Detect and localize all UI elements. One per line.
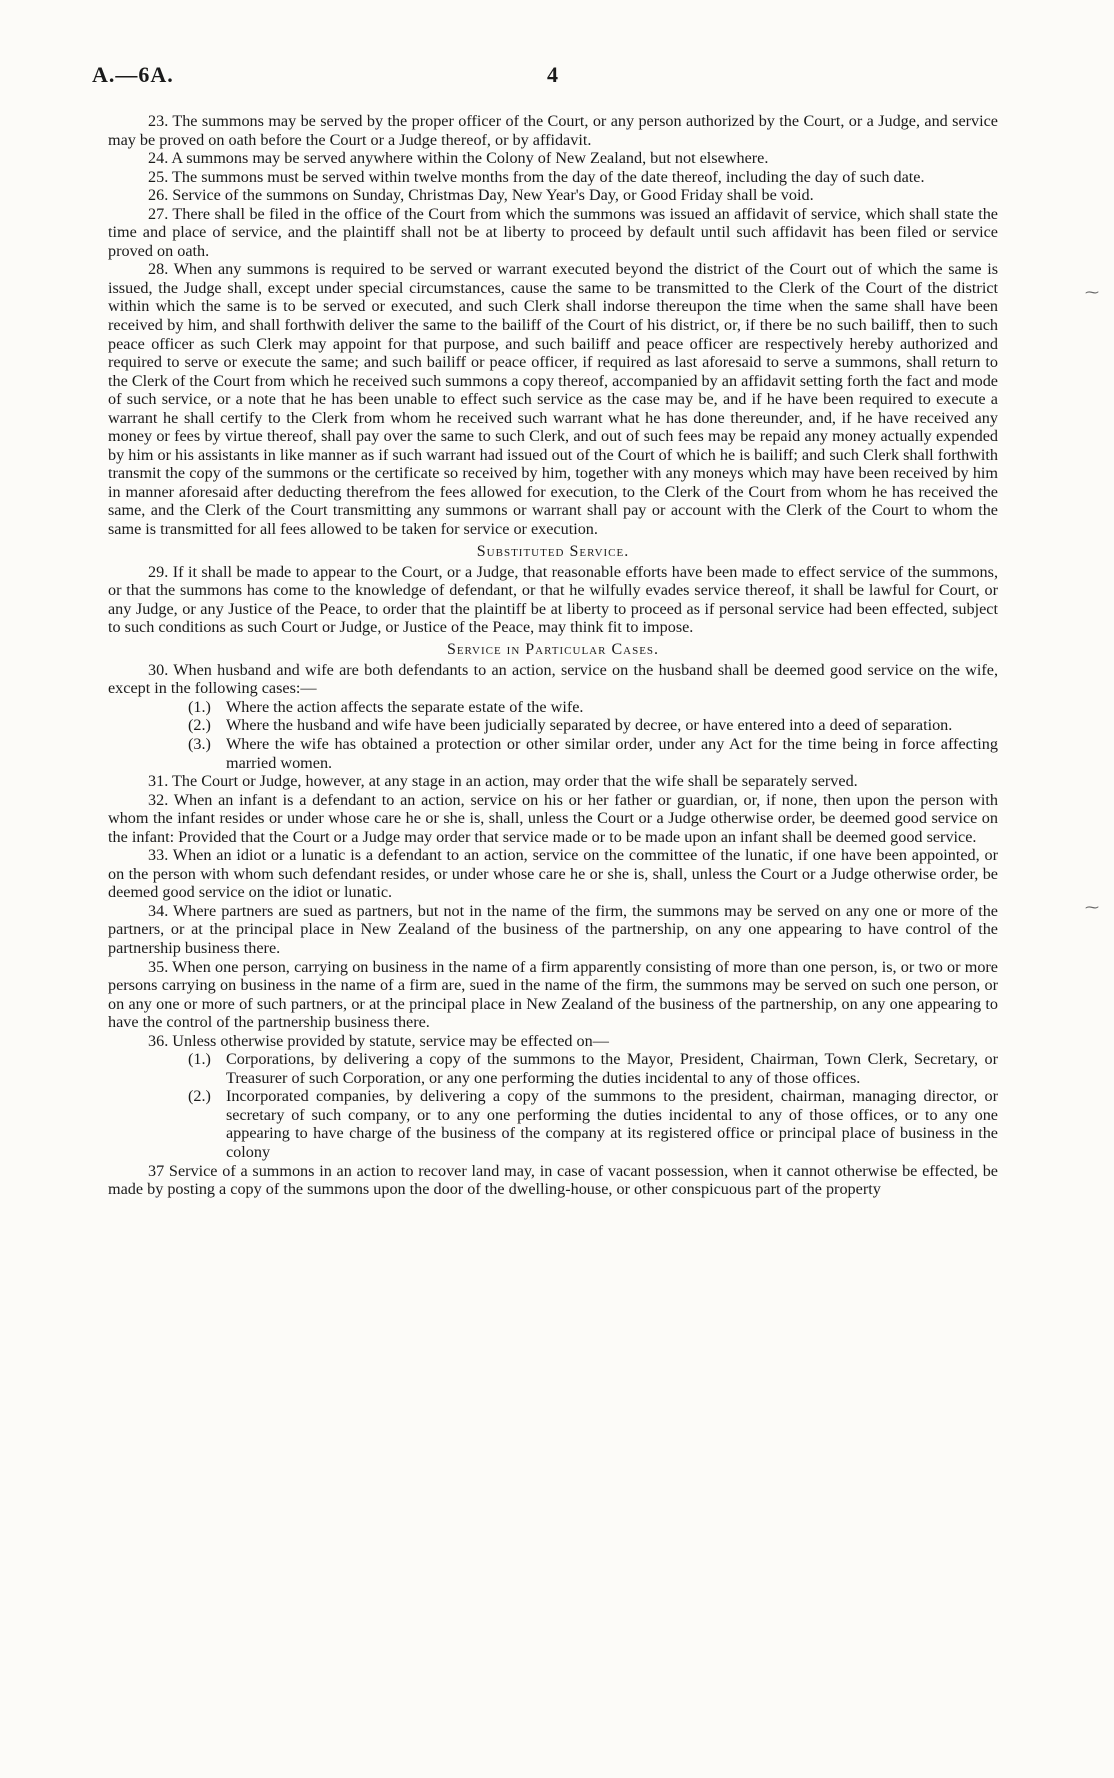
- sub-clause: [188, 1087, 998, 1161]
- clause-paragraph: 29. If it shall be made to appear to the Court, or a Judge, that reasonable efforts have been made to effect service of the summons, or that the summons has come to the knowledge of defendant, or that he wilfully evades service thereof, it shall be lawful for Court, or any Judge, or any Justice of the Peace, to order that the plaintiff be at liberty to proceed as if personal service had been effected, subject to such conditions as such Court or Judge, or Justice of the Peace, may think fit to impose.: [108, 562, 998, 637]
- sub-clause-number: (2.): [188, 716, 211, 735]
- sub-clause: [188, 716, 998, 735]
- sub-clause: [188, 735, 998, 772]
- clause-paragraph: 24. A summons may be served anywhere within the Colony of New Zealand, but not elsewhere.: [148, 149, 769, 168]
- document-reference: A.—6A.: [92, 62, 174, 87]
- section-heading: Substituted Service.: [476, 542, 630, 560]
- clause-paragraph: 27. There shall be filed in the office of the Court from which the summons was issued an affidavit of service, which shall state the time and place of service, and the plaintiff shall not be at liberty to proceed by default until such affidavit has been filed or service proved on oath.: [108, 204, 998, 260]
- clause-paragraph: 35. When one person, carrying on business in the name of a firm apparently consisting of more than one person, is, or two or more persons carrying on business in the name of a firm are, sued in the name of the firm, the summons may be served on such one person, or on any one or more of such partners, or at the principal place in New Zealand of the business of the partnership, on any one appearing to have the control of the partnership business there.: [108, 957, 998, 1032]
- clause-paragraph: 36. Unless otherwise provided by statute, service may be effected on—: [148, 1031, 609, 1050]
- clause-paragraph: 28. When any summons is required to be served or warrant executed beyond the district of the Court out of which the same is issued, the Judge shall, except under special circumstances, cause the same to be transmitted to the Clerk of the Court of the district within which the same is to be served or executed, and such Clerk shall indorse thereupon the time when the same shall have been received by him, and shall forthwith deliver the same to the bailiff of the Court of his district, or, if there be no such bailiff, then to such peace officer as such Clerk may appoint for that purpose, and such bailiff and peace officer are respectively hereby authorized and required to serve or execute the same; and such bailiff or peace officer, if required as last aforesaid to serve a summons, shall return to the Clerk of the Court from which he received such summons a copy thereof, accompanied by an affidavit setting forth the fact and mode of such service, or a note that he has been unable to effect such service as the case may be, and if he have been required to execute a warrant he shall certify to the Clerk from whom he received such warrant what he has done thereunder, and, if he have received any money or fees by virtue thereof, shall pay over the same to such Clerk, and out of such fees may be repaid any money actually expended by him or his assistants in like manner as if such warrant had issued out of the Court of which he is bailiff; and such Clerk shall forthwith transmit the copy of the summons or the certificate so received by him, together with any moneys which may have been received by him in manner aforesaid after deducting therefrom the fees allowed for execution, to the Clerk of the Court from whom he has received the same, and the Clerk of the Court transmitting any summons or warrant shall pay or account with the Clerk of the Court to whom the same is transmitted for all fees allowed to be taken for service or execution.: [108, 260, 998, 539]
- sub-clause-text: Where the wife has obtained a protection or other similar order, under any Act for the time being in force affecting married women.: [226, 734, 998, 772]
- clause-paragraph: 30. When husband and wife are both defendants to an action, service on the husband shall be deemed good service on the wife, except in the following cases:—: [108, 660, 998, 698]
- clause-paragraph: 26. Service of the summons on Sunday, Christmas Day, New Year's Day, or Good Friday shall be void.: [148, 186, 814, 205]
- page-number: 4: [547, 62, 558, 87]
- clause-paragraph: 32. When an infant is a defendant to an action, service on his or her father or guardian, or, if none, then upon the person with whom the infant resides or under whose care he or she is, shall, unless the Court or a Judge otherwise order, be deemed good service on the infant: Provided that the Court or a Judge may order that service made or to be made upon an infant shall be deemed good service.: [108, 790, 998, 846]
- sub-clause-number: (3.): [188, 734, 211, 753]
- clause-paragraph: 33. When an idiot or a lunatic is a defendant to an action, service on the committee of the lunatic, if one have been appointed, or on the person with whom such defendant resides, or under whose care he or she is, shall, unless the Court or a Judge otherwise order, be deemed good service on the idiot or lunatic.: [108, 846, 998, 902]
- sub-clause: [188, 1050, 998, 1087]
- sub-clause-text: Corporations, by delivering a copy of the summons to the Mayor, President, Chairman, Town Clerk, Secretary, or Treasurer of such Corporation, or any one performing the duties incidental to any of those offices.: [226, 1050, 998, 1087]
- margin-mark-icon: ⁓: [1085, 901, 1099, 916]
- clause-paragraph: 25. The summons must be served within twelve months from the day of the date thereof, including the day of such date.: [148, 167, 925, 186]
- sub-clause: [188, 698, 998, 717]
- section-heading: Service in Particular Cases.: [446, 640, 660, 658]
- sub-clause-number: (2.): [188, 1087, 211, 1106]
- margin-mark-icon: ⁓: [1085, 286, 1099, 301]
- clause-paragraph: 37 Service of a summons in an action to recover land may, in case of vacant possession, when it cannot otherwise be effected, be made by posting a copy of the summons upon the door of the dwelling-house, or other conspicuous part of the property: [108, 1161, 998, 1199]
- clause-paragraph: 31. The Court or Judge, however, at any stage in an action, may order that the wife shall be separately served.: [148, 772, 858, 791]
- clause-paragraph: 34. Where partners are sued as partners, but not in the name of the firm, the summons may be served on any one or more of the partners, or at the principal place in New Zealand of the business of the partnership, on any one appearing to have control of the partnership business there.: [108, 901, 998, 957]
- sub-clause-text: Where the action affects the separate estate of the wife.: [226, 697, 584, 716]
- sub-clause-number: (1.): [188, 697, 211, 716]
- sub-clause-number: (1.): [188, 1050, 211, 1069]
- sub-clause-text: Where the husband and wife have been judicially separated by decree, or have entered into a deed of separation.: [226, 716, 953, 735]
- sub-clause-text: Incorporated companies, by delivering a copy of the summons to the president, chairman, managing director, or secretary of such company, or to any one performing the duties incidental to any of those offices, or to any one appearing to have charge of the business of the company at its registered office or principal place of business in the colony: [226, 1087, 998, 1161]
- document-body: [108, 112, 998, 1199]
- clause-paragraph: 23. The summons may be served by the proper officer of the Court, or any person authorized by the Court, or a Judge, and service may be proved on oath before the Court or a Judge thereof, or by affidavit.: [108, 112, 998, 149]
